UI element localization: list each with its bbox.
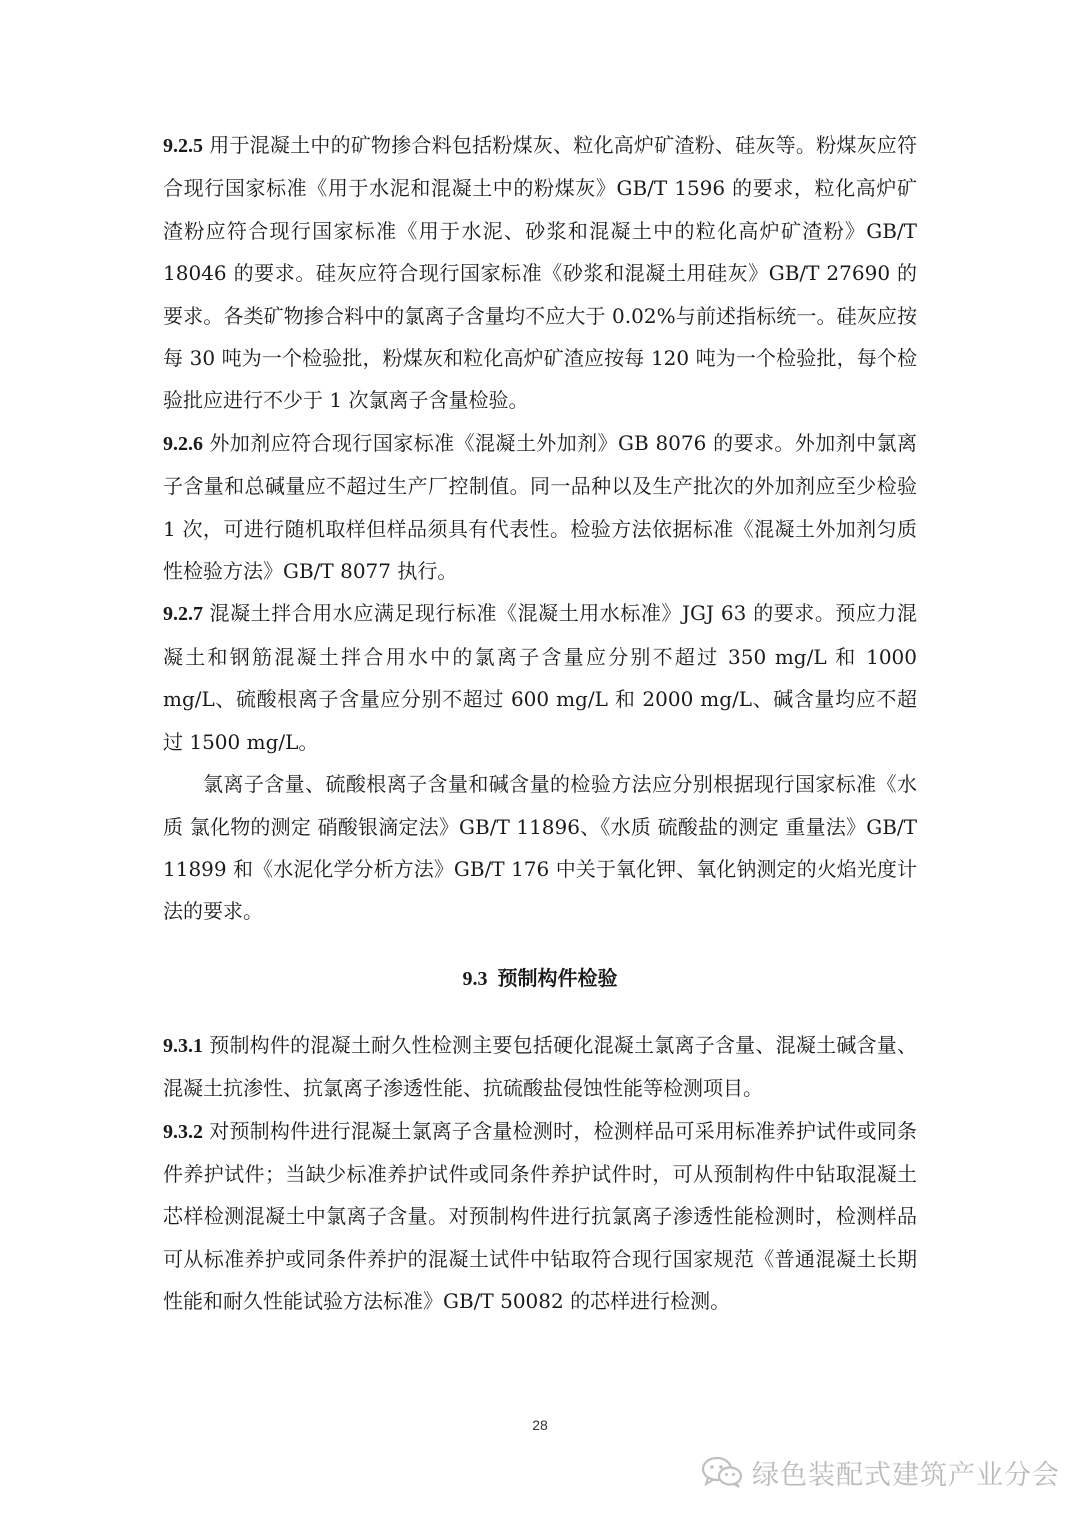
document-body bbox=[163, 124, 917, 1323]
clause-text: 混凝土拌合用水应满足现行标准《混凝土用水标准》JGJ 63 的要求。预应力混凝土和钢筋混凝土拌合用水中的氯离子含量应分别不超过 350 mg/L 和 1000 mg/L、硫酸根离子含量应分别不超过 600 mg/L 和 2000 mg/L、碱含量均应不超过 1500 mg/L。 bbox=[163, 601, 917, 754]
watermark bbox=[700, 1452, 1060, 1492]
section-title-9-3 bbox=[163, 958, 917, 999]
clause-9-3-1 bbox=[163, 1024, 917, 1110]
clause-9-2-5 bbox=[163, 124, 917, 422]
wechat-icon bbox=[700, 1455, 744, 1489]
watermark-text: 绿色装配式建筑产业分会 bbox=[752, 1459, 1060, 1491]
clause-number: 9.3.1 bbox=[163, 1034, 203, 1057]
clause-number: 9.2.5 bbox=[163, 135, 203, 157]
clause-9-3-2 bbox=[163, 1110, 917, 1323]
section-number: 9.3 bbox=[462, 967, 488, 990]
clause-text: 对预制构件进行混凝土氯离子含量检测时，检测样品可采用标准养护试件或同条件养护试件；当缺少标准养护试件或同条件养护试件时，可从预制构件中钻取混凝土芯样检测混凝土中氯离子含量。对预制构件进行抗氯离子渗透性能检测时，检测样品可从标准养护或同条件养护的混凝土试件中钻取符合现行国家规范《普通混凝土长期性能和耐久性能试验方法标准》GB/T 50082 的芯样进行检测。 bbox=[163, 1118, 917, 1314]
clause-text: 用于混凝土中的矿物掺合料包括粉煤灰、粒化高炉矿渣粉、硅灰等。粉煤灰应符合现行国家标准《用于水泥和混凝土中的粉煤灰》GB/T 1596 的要求，粒化高炉矿渣粉应符合现行国家标准《用于水泥、砂浆和混凝土中的粒化高炉矿渣粉》GB/T 18046 的要求。硅灰应符合现行国家标准《砂浆和混凝土用硅灰》GB/T 27690 的要求。各类矿物掺合料中的氯离子含量均不应大于 0.02%与前述指标统一。硅灰应按每 30 吨为一个检验批，粉煤灰和粒化高炉矿渣应按每 120 吨为一个检验批，每个检验批应进行不少于 1 次氯离子含量检验。 bbox=[163, 133, 917, 413]
page-number: 28 bbox=[532, 1417, 548, 1433]
clause-text: 外加剂应符合现行国家标准《混凝土外加剂》GB 8076 的要求。外加剂中氯离子含量和总碱量应不超过生产厂控制值。同一品种以及生产批次的外加剂应至少检验 1 次，可进行随机取样但样品须具有代表性。检验方法依据标准《混凝土外加剂匀质性检验方法》GB/T 8077 执行。 bbox=[163, 430, 917, 584]
clause-number: 9.3.2 bbox=[163, 1120, 203, 1143]
section-title-text: 预制构件检验 bbox=[497, 965, 618, 990]
clause-text: 预制构件的混凝土耐久性检测主要包括硬化混凝土氯离子含量、混凝土碱含量、混凝土抗渗性、抗氯离子渗透性能、抗硫酸盐侵蚀性能等检测项目。 bbox=[163, 1032, 917, 1101]
clause-9-2-6 bbox=[163, 422, 917, 593]
clause-9-2-7-continuation: 氯离子含量、硫酸根离子含量和碱含量的检验方法应分别根据现行国家标准《水质 氯化物的测定 硝酸银滴定法》GB/T 11896、《水质 硫酸盐的测定 重量法》GB/T 11899 和《水泥化学分析方法》GB/T 176 中关于氧化钾、氧化钠测定的火焰光度计法的要求。 bbox=[163, 772, 917, 924]
clause-number: 9.2.7 bbox=[163, 603, 203, 626]
clause-9-2-7 bbox=[163, 592, 917, 763]
clause-number: 9.2.6 bbox=[163, 432, 203, 455]
